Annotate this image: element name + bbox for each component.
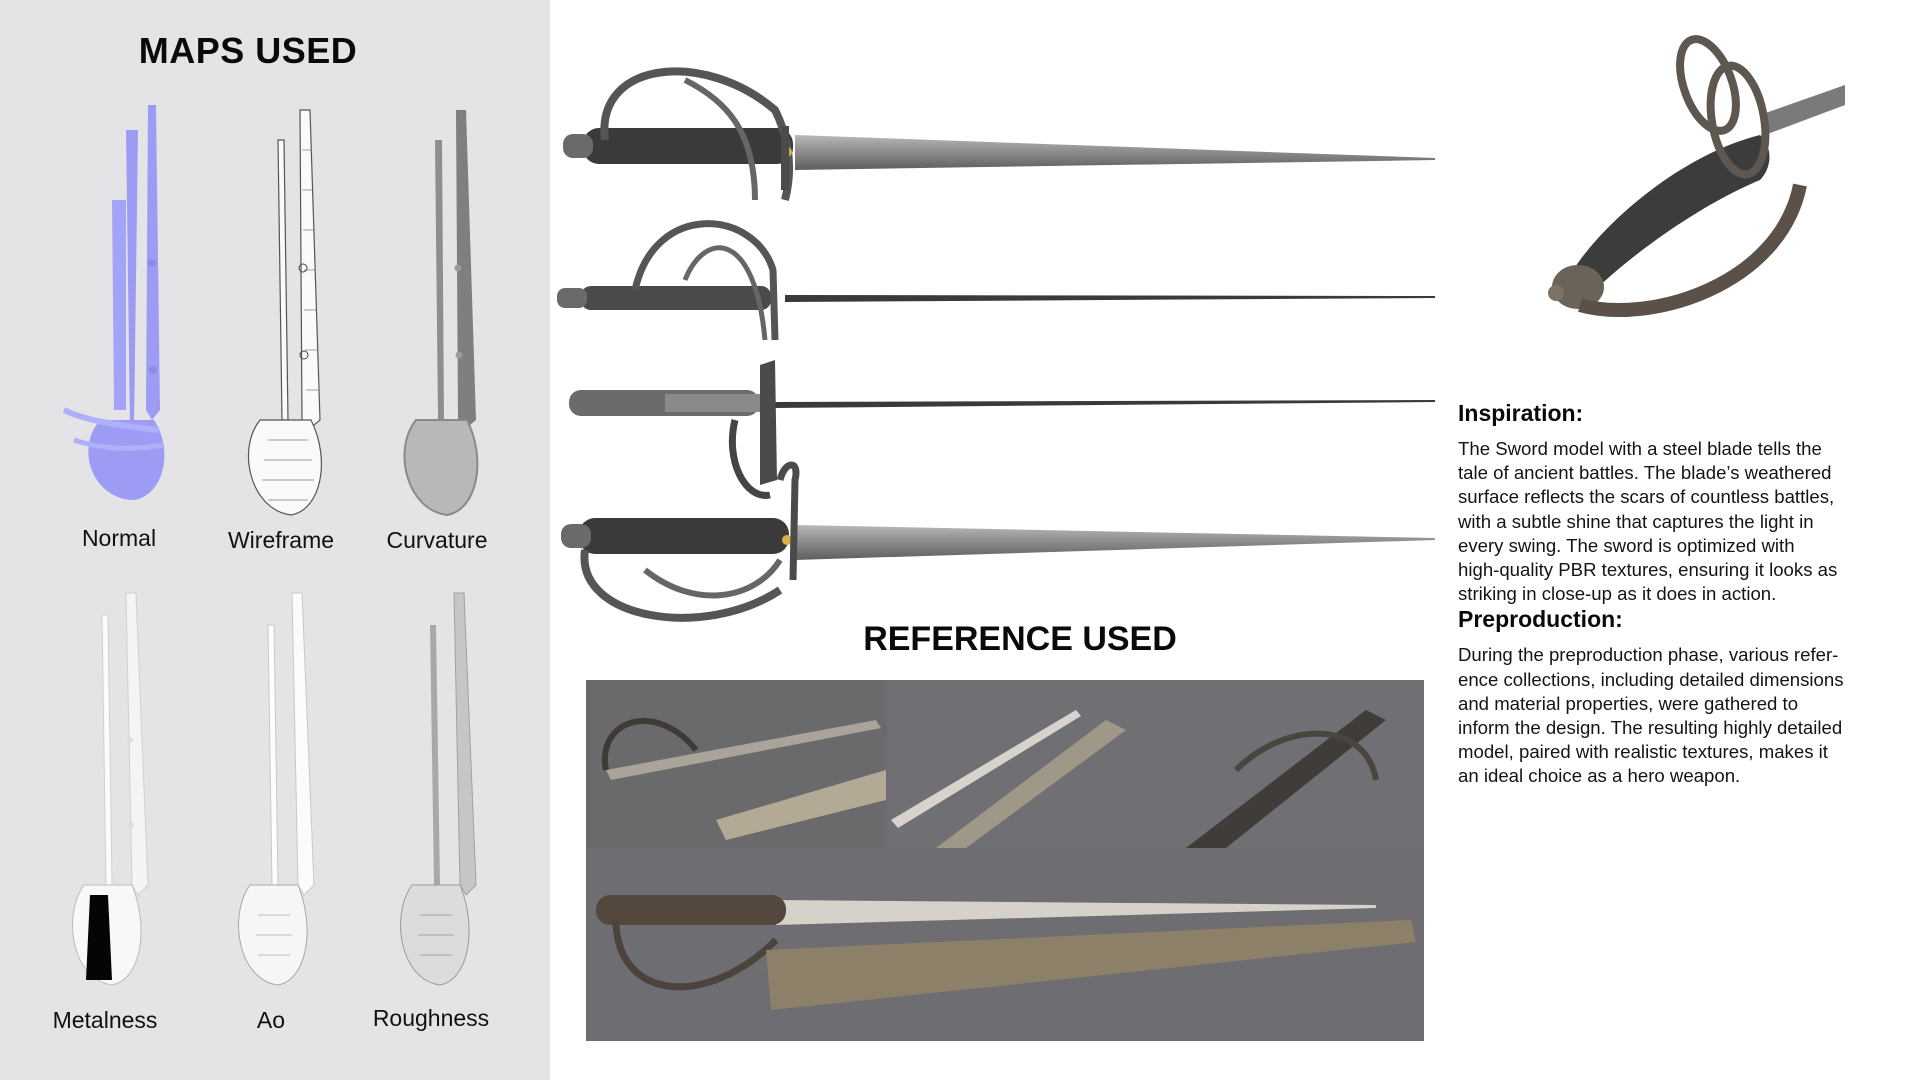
maps-title: MAPS USED (138, 30, 358, 71)
reference-photo-1 (586, 680, 886, 848)
map-label-normal: Normal (81, 525, 157, 551)
map-label-ao: Ao (256, 1007, 286, 1033)
render-sword-2 (557, 224, 1435, 340)
map-label-roughness: Roughness (372, 1005, 490, 1031)
reference-photo-3 (586, 850, 1424, 1041)
inspiration-text: The Sword model with a steel blade tells the tale of ancient battles. The blade’s weathered surface reflects the scars of countless battles, with a subtle shine that captures the light in every swing. The sword is optimized with high-quality PBR textures, ensuring it looks as striking in close-up as it does in action. (1458, 438, 1838, 605)
description-column (1458, 400, 1898, 789)
reference-photos (586, 680, 1424, 1041)
hilt-closeup-image (1500, 25, 1860, 325)
sword-renders-image (555, 40, 1455, 640)
preproduction-text: During the preproduction phase, various refer- ence collections, including detailed dimensions and material properties, were gathered to inform the design. The resulting highly detailed model, paired with realistic textures, makes it an ideal choice as a hero weapon. (1458, 644, 1844, 787)
map-label-curvature: Curvature (386, 527, 488, 553)
reference-title: REFERENCE USED (863, 620, 1177, 658)
map-label-wireframe: Wireframe (227, 527, 335, 553)
preproduction-heading: Preproduction: (1458, 606, 1623, 633)
roughness-map-sword-image (346, 585, 516, 1015)
render-sword-3 (569, 360, 1435, 495)
wireframe-map-sword-image (196, 90, 366, 520)
normal-map-sword-image (34, 90, 204, 520)
render-sword-4 (561, 465, 1435, 618)
curvature-map-sword-image (352, 90, 522, 520)
map-label-metalness: Metalness (52, 1007, 158, 1033)
ao-map-sword-image (186, 585, 356, 1015)
metalness-map-sword-image (20, 585, 190, 1015)
maps-panel (0, 0, 550, 1080)
reference-photo-2 (888, 680, 1424, 848)
inspiration-heading: Inspiration: (1458, 400, 1584, 426)
render-sword-1 (563, 71, 1435, 200)
